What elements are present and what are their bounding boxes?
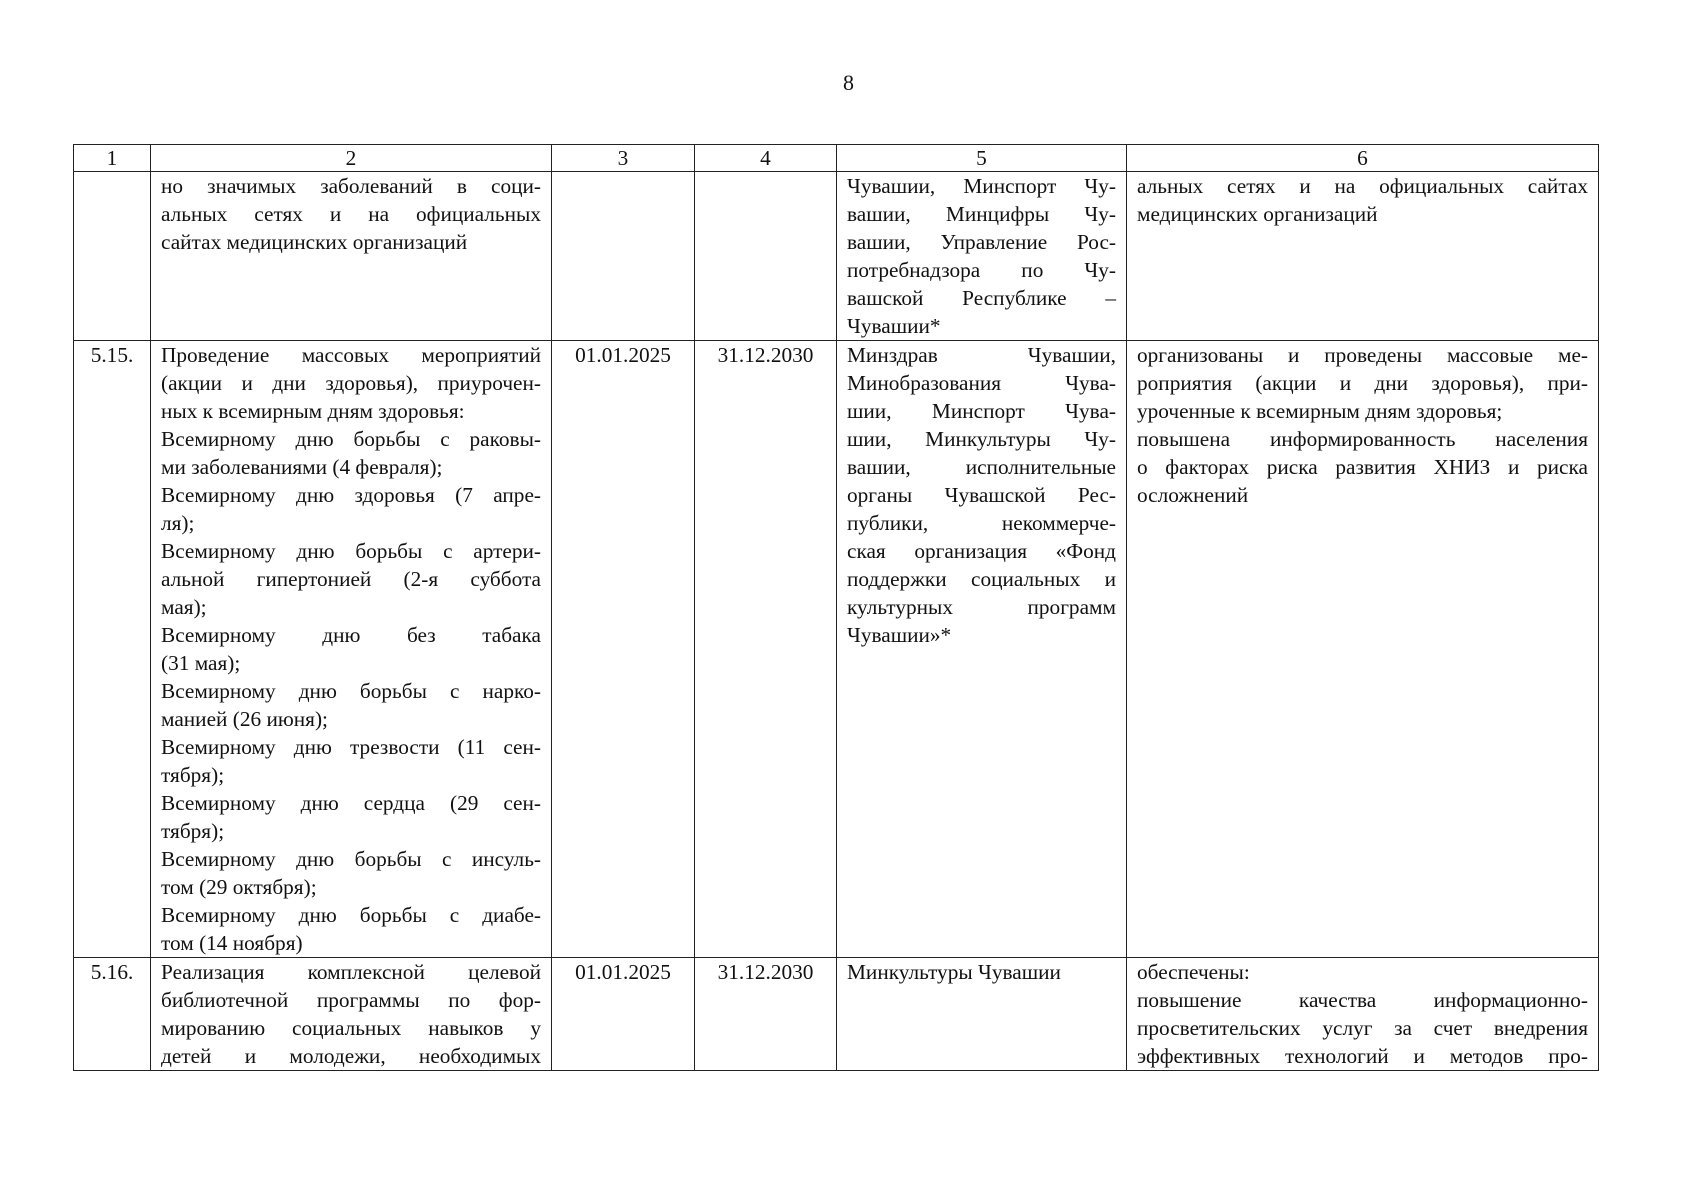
page-number: 8 [843,70,854,95]
description-line: мая); [161,595,207,619]
responsible-cell [837,341,1127,958]
result-cell [1127,958,1599,1071]
responsible-line: Минздрав Чувашии, [847,343,1116,367]
responsible-line: вашской Республике – [847,286,1116,310]
result-line: осложнений [1137,483,1249,507]
description-line: мированию социальных навыков у [161,1016,541,1040]
responsible-line: шии, Минспорт Чува- [847,399,1116,423]
responsible-line: Чувашии, Минспорт Чу- [847,174,1116,198]
description-line: том (14 ноября) [161,931,303,955]
end-date-cell: 31.12.2030 [695,341,837,958]
description-line: Всемирному дню трезвости (11 сен- [161,735,541,759]
row-number-cell: 5.15. [74,341,151,958]
result-line: уроченные к всемирным дням здоровья; [1137,399,1503,423]
row-number-cell: 5.16. [74,958,151,1071]
column-header-2: 2 [151,145,552,172]
description-line: Всемирному дню сердца (29 сен- [161,791,541,815]
description-cell [151,172,552,341]
description-line: Всемирному дню без табака [161,623,541,647]
plan-table [73,144,1599,1071]
description-line: манией (26 июня); [161,707,328,731]
header-row [74,145,1599,172]
responsible-line: Минкультуры Чувашии [847,960,1061,984]
description-line: том (29 октября); [161,875,317,899]
description-line: библиотечной программы по фор- [161,988,541,1012]
result-cell [1127,172,1599,341]
result-line: повышена информированность населения [1137,427,1588,451]
description-line: но значимых заболеваний в соци- [161,174,541,198]
responsible-line: поддержки социальных и [847,567,1116,591]
responsible-line: Чувашии»* [847,623,952,647]
responsible-line: органы Чувашской Рес- [847,483,1116,507]
column-header-6: 6 [1127,145,1599,172]
description-line: Всемирному дню борьбы с раковы- [161,427,541,451]
responsible-line: Чувашии* [847,314,941,338]
responsible-cell [837,172,1127,341]
description-line: Всемирному дню борьбы с нарко- [161,679,541,703]
responsible-line: культурных программ [847,595,1116,619]
result-cell [1127,341,1599,958]
column-header-4: 4 [695,145,837,172]
description-line: альной гипертонией (2-я суббота [161,567,541,591]
result-line: роприятия (акции и дни здоровья), при- [1137,371,1588,395]
column-header-1: 1 [74,145,151,172]
table-row-5-15 [74,341,1599,958]
description-line: (31 мая); [161,651,241,675]
end-date-cell: 31.12.2030 [695,958,837,1071]
description-line: Всемирному дню борьбы с артери- [161,539,541,563]
description-line: Проведение массовых мероприятий [161,343,541,367]
result-line: о факторах риска развития ХНИЗ и риска [1137,455,1588,479]
description-line: ных к всемирным дням здоровья: [161,399,465,423]
result-line: альных сетях и на официальных сайтах [1137,174,1588,198]
description-line: Всемирному дню здоровья (7 апре- [161,483,541,507]
table-row-continuation [74,172,1599,341]
description-cell [151,341,552,958]
result-line: просветительских услуг за счет внедрения [1137,1016,1588,1040]
description-line: тября); [161,763,225,787]
description-line: Реализация комплексной целевой [161,960,541,984]
responsible-line: шии, Минкультуры Чу- [847,427,1116,451]
start-date-cell: 01.01.2025 [552,958,695,1071]
table-row-5-16 [74,958,1599,1071]
result-line: эффективных технологий и методов про- [1137,1044,1588,1068]
end-date-cell [695,172,837,341]
description-line: Всемирному дню борьбы с диабе- [161,903,541,927]
start-date-cell [552,172,695,341]
responsible-line: ская организация «Фонд [847,539,1116,563]
result-line: организованы и проведены массовые ме- [1137,343,1588,367]
description-cell [151,958,552,1071]
description-line: ля); [161,511,195,535]
description-line: детей и молодежи, необходимых [161,1044,541,1068]
responsible-line: Минобразования Чува- [847,371,1116,395]
responsible-line: вашии, Управление Рос- [847,230,1116,254]
responsible-line: вашии, Минцифры Чу- [847,202,1116,226]
column-header-3: 3 [552,145,695,172]
result-line: обеспечены: [1137,960,1250,984]
description-line: альных сетях и на официальных [161,202,541,226]
start-date-cell: 01.01.2025 [552,341,695,958]
description-line: ми заболеваниями (4 февраля); [161,455,443,479]
responsible-line: вашии, исполнительные [847,455,1116,479]
result-line: повышение качества информационно- [1137,988,1588,1012]
row-number-cell [74,172,151,341]
responsible-line: публики, некоммерче- [847,511,1116,535]
column-header-5: 5 [837,145,1127,172]
description-line: Всемирному дню борьбы с инсуль- [161,847,541,871]
description-line: тября); [161,819,225,843]
description-line: (акции и дни здоровья), приурочен- [161,371,541,395]
responsible-line: потребнадзора по Чу- [847,258,1116,282]
responsible-cell [837,958,1127,1071]
result-line: медицинских организаций [1137,202,1378,226]
description-line: сайтах медицинских организаций [161,230,468,254]
